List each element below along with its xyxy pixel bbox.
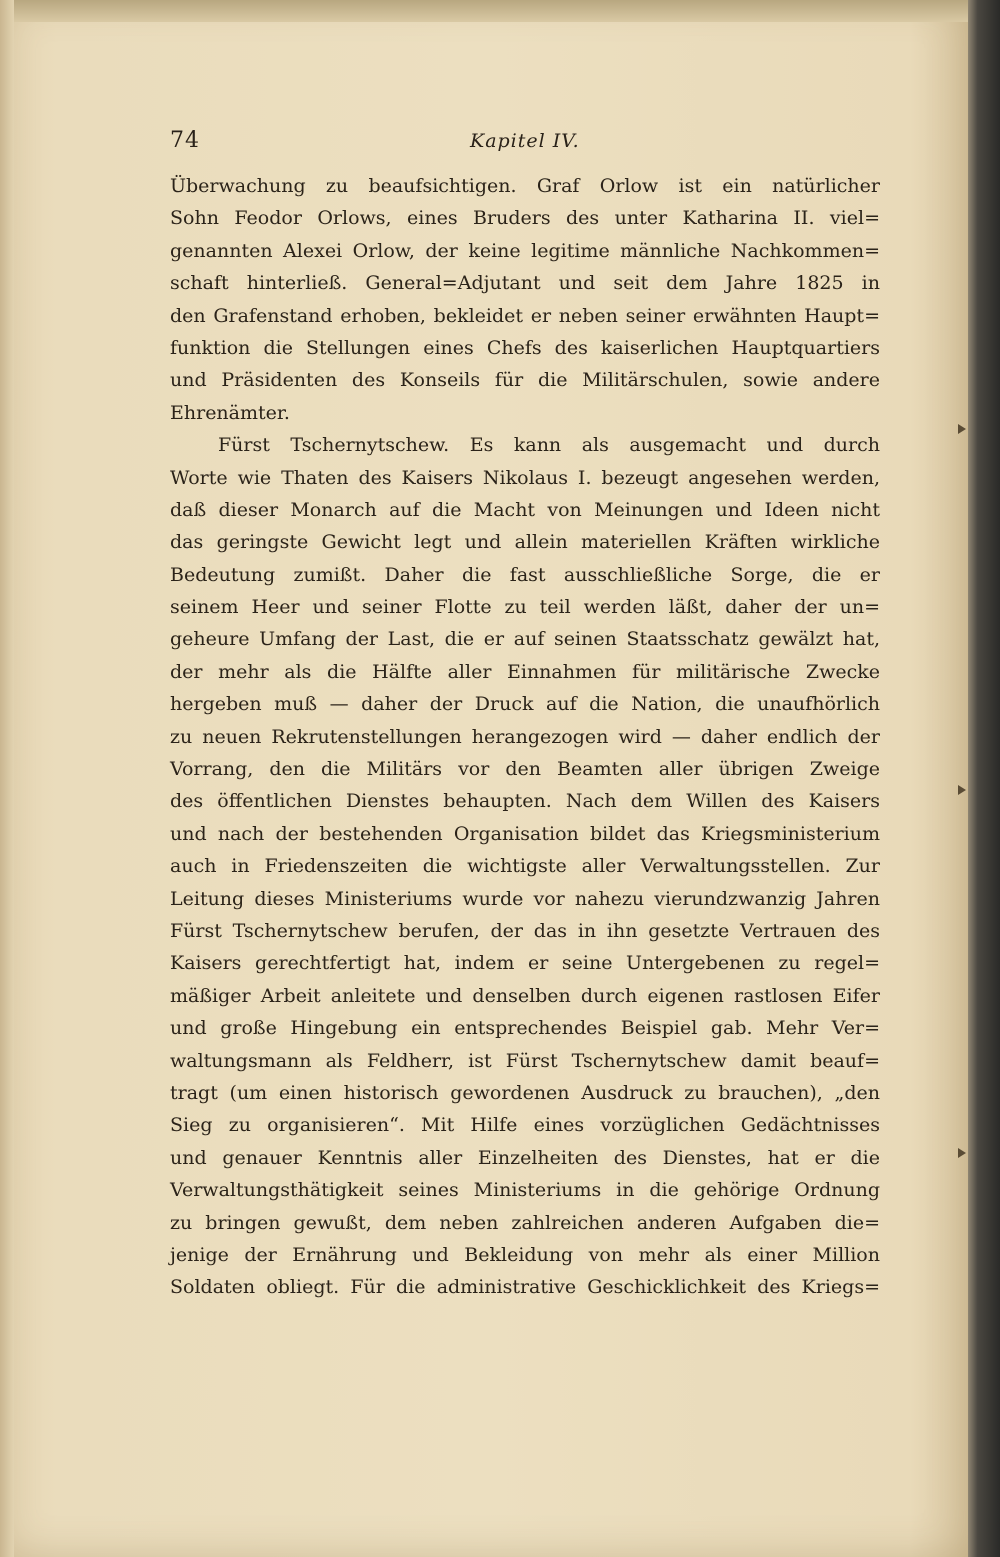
text-line: des öffentlichen Dienstes behaupten. Nach dem Willen des Kaisers	[170, 790, 880, 813]
text-line: Bedeutung zumißt. Daher die fast ausschließliche Sorge, die er	[170, 563, 880, 586]
margin-marker-icon	[958, 785, 966, 795]
text-line: den Grafenstand erhoben, bekleidet er neben seiner erwähnten Haupt=	[170, 304, 880, 327]
text-line: tragt (um einen historisch gewordenen Ausdruck zu brauchen), „den	[170, 1081, 880, 1104]
text-line: Leitung dieses Ministeriums wurde vor nahezu vierundzwanzig Jahren	[170, 887, 880, 910]
text-line: und Präsidenten des Konseils für die Militärschulen, sowie andere	[170, 369, 880, 392]
text-line: waltungsmann als Feldherr, ist Fürst Tschernytschew damit beauf=	[170, 1049, 880, 1072]
text-line: jenige der Ernährung und Bekleidung von mehr als einer Million	[170, 1243, 880, 1266]
text-line: Vorrang, den die Militärs vor den Beamten aller übrigen Zweige	[170, 758, 880, 781]
text-line: Kaisers gerechtfertigt hat, indem er seine Untergebenen zu regel=	[170, 952, 880, 975]
text-line: das geringste Gewicht legt und allein materiellen Kräften wirkliche	[170, 531, 880, 554]
text-line: mäßiger Arbeit anleitete und denselben durch eigenen rastlosen Eifer	[170, 984, 880, 1007]
text-line: schaft hinterließ. General=Adjutant und seit dem Jahre 1825 in	[170, 272, 880, 295]
text-line: zu bringen gewußt, dem neben zahlreichen anderen Aufgaben die=	[170, 1211, 880, 1234]
margin-marker-icon	[958, 1148, 966, 1158]
book-spine	[968, 0, 1000, 1557]
page-number: 74	[170, 128, 200, 153]
margin-marker-icon	[958, 424, 966, 434]
text-line: Fürst Tschernytschew berufen, der das in ihn gesetzte Vertrauen des	[170, 919, 880, 942]
text-line: der mehr als die Hälfte aller Einnahmen für militärische Zwecke	[170, 660, 880, 683]
text-line: hergeben muß — daher der Druck auf die Nation, die unaufhörlich	[170, 693, 880, 716]
text-line: seinem Heer und seiner Flotte zu teil werden läßt, daher der un=	[170, 596, 880, 619]
running-head: Kapitel IV.	[470, 130, 580, 152]
text-line: Fürst Tschernytschew. Es kann als ausgemacht und durch	[218, 434, 880, 457]
text-line: und genauer Kenntnis aller Einzelheiten des Dienstes, hat er die	[170, 1146, 880, 1169]
text-line: zu neuen Rekrutenstellungen herangezogen wird — daher endlich der	[170, 725, 880, 748]
page-left-edge	[0, 0, 14, 1557]
text-line: und große Hingebung ein entsprechendes Beispiel gab. Mehr Ver=	[170, 1017, 880, 1040]
text-line: Soldaten obliegt. Für die administrative Geschicklichkeit des Kriegs=	[170, 1276, 880, 1299]
text-line: daß dieser Monarch auf die Macht von Meinungen und Ideen nicht	[170, 498, 880, 521]
text-line: funktion die Stellungen eines Chefs des kaiserlichen Hauptquartiers	[170, 336, 880, 359]
body-text	[170, 170, 880, 1304]
text-line: Überwachung zu beaufsichtigen. Graf Orlow ist ein natürlicher	[170, 175, 880, 197]
text-line: genannten Alexei Orlow, der keine legitime männliche Nachkommen=	[170, 239, 880, 262]
text-line: Ehrenämter.	[170, 401, 290, 424]
text-line: Sohn Feodor Orlows, eines Bruders des unter Katharina II. viel=	[170, 207, 880, 230]
text-line: geheure Umfang der Last, die er auf seinen Staatsschatz gewälzt hat,	[170, 628, 880, 651]
text-line: und nach der bestehenden Organisation bildet das Kriegsministerium	[170, 822, 880, 845]
text-line: Sieg zu organisieren“. Mit Hilfe eines vorzüglichen Gedächtnisses	[170, 1114, 880, 1137]
text-line: Verwaltungsthätigkeit seines Ministeriums in die gehörige Ordnung	[170, 1179, 880, 1202]
text-line: auch in Friedenszeiten die wichtigste aller Verwaltungsstellen. Zur	[170, 855, 880, 878]
text-line: Worte wie Thaten des Kaisers Nikolaus I. bezeugt angesehen werden,	[170, 466, 880, 489]
page-top-edge	[0, 0, 968, 22]
page-header	[170, 128, 880, 160]
